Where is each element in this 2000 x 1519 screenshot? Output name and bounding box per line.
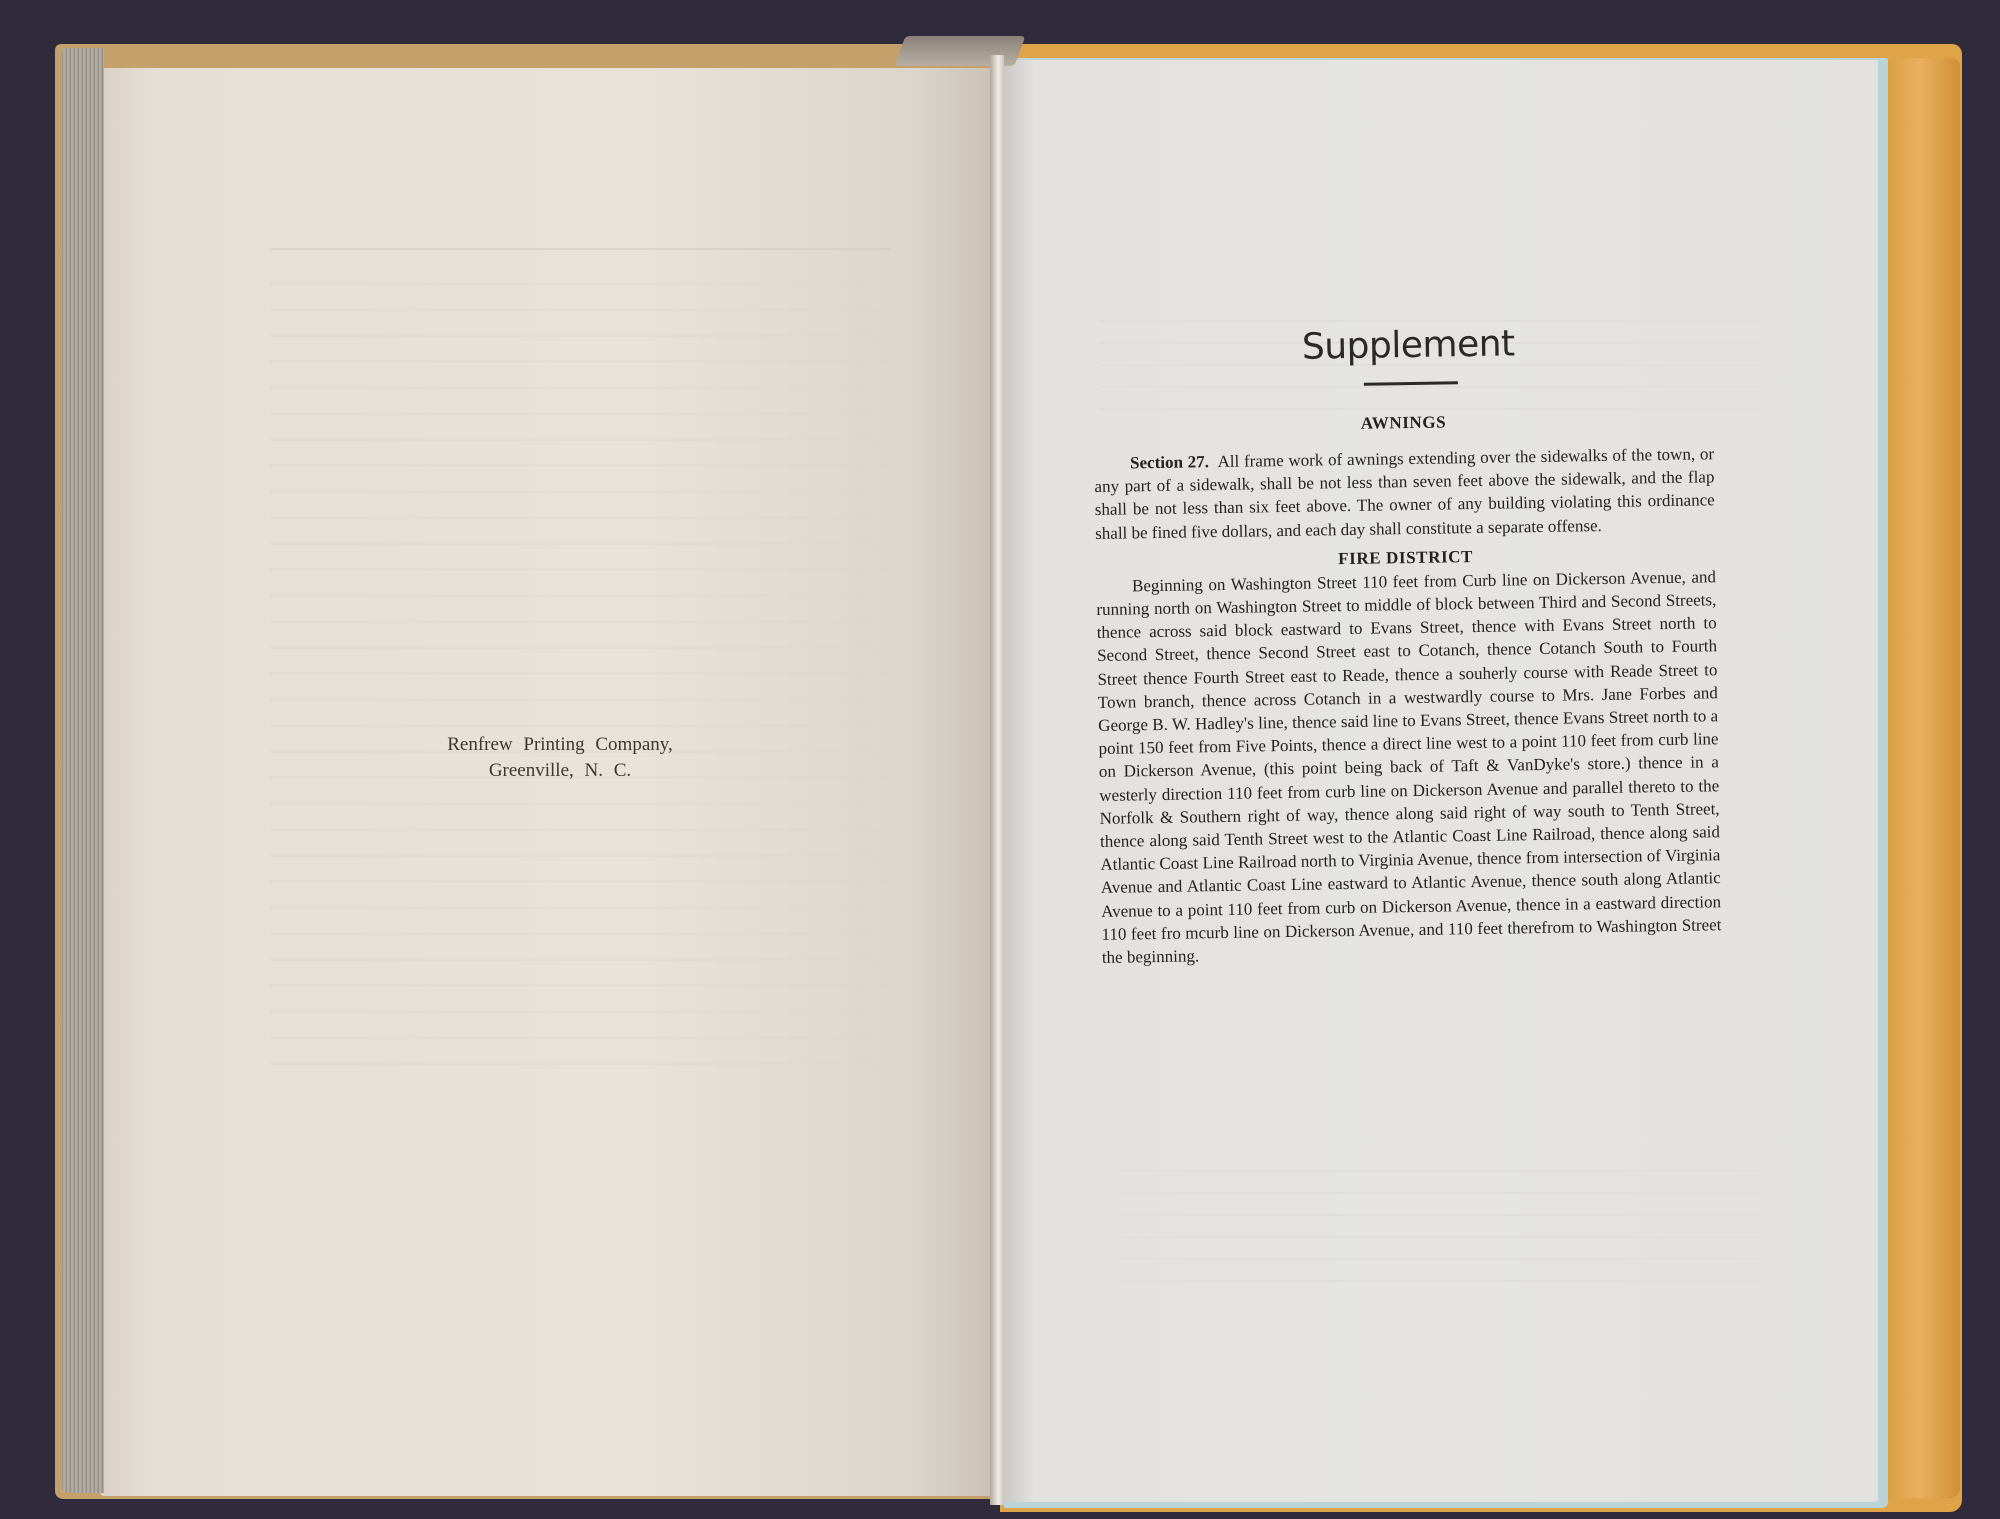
section-label: Section 27. [1129, 452, 1210, 473]
supplement-content [1092, 320, 1722, 969]
imprint-company: Renfrew Printing Company, [447, 734, 673, 755]
spine-top [895, 36, 1026, 66]
imprint-location: Greenville, N. C. [488, 760, 632, 781]
left-bleed-through [270, 238, 890, 1084]
printer-imprint [380, 732, 740, 784]
awnings-paragraph [1094, 442, 1715, 545]
awnings-heading: AWNINGS [1360, 412, 1447, 433]
right-cover-edge [1880, 58, 1960, 1498]
section-text: All frame work of awnings extending over the sidewalks of the town, or any part of a sidewalk, shall be not less than seven feet above the sidewalk, and the flap shall be not less than six feet above. The owner of any building violating this ordinance shall be fined five dollars, and each day shall constitute a separate offense. [1094, 444, 1715, 543]
title-rule [1364, 381, 1458, 385]
fire-district-paragraph: Beginning on Washington Street 110 feet from Curb line on Dickerson Avenue, and running north on Washington Street to middle of block between Third and Second Streets, thence across said block eastward to Evans Street, thence with Evans Street north to Second Street, thence Second Street east to Cotanch, thence Cotanch South to Fourth Street thence Fourth Street east to Reade, thence a souherly course with Reade Street to Town branch, thence across Cotanch in a westwardly course to Mrs. Jane Forbes and George B. W. Hadley's line, thence said line to Evans Street, thence Evans Street north to a point 150 feet from Five Points, thence a direct line west to a point 110 feet from curb line on Dickerson Avenue, (this point being back of Taft & VanDyke's store.) thence in a westerly direction 110 feet from curb line on Dickerson Avenue and parallel thereto to the Norfolk & Southern right of way, thence along said right of way south to Tenth Street, thence along said Tenth Street west to the Atlantic Coast Line Railroad, thence along said Atlantic Coast Line Railroad north to Virginia Avenue, thence from intersection of Virginia Avenue and Atlantic Coast Line eastward to Atlantic Avenue, thence south along Atlantic Avenue to a point 110 feet from curb on Dickerson Avenue, thence in a eastward direction 110 feet fro mcurb line on Dickerson Avenue, and 110 feet therefrom to Washington Street the beginning. [1096, 567, 1722, 967]
right-bleed-through-bottom [1120, 1150, 1760, 1300]
fire-district-heading: FIRE DISTRICT [1338, 546, 1474, 568]
page-title: Supplement [1301, 323, 1515, 368]
left-page-edges [62, 48, 104, 1493]
book-gutter [990, 55, 1004, 1505]
